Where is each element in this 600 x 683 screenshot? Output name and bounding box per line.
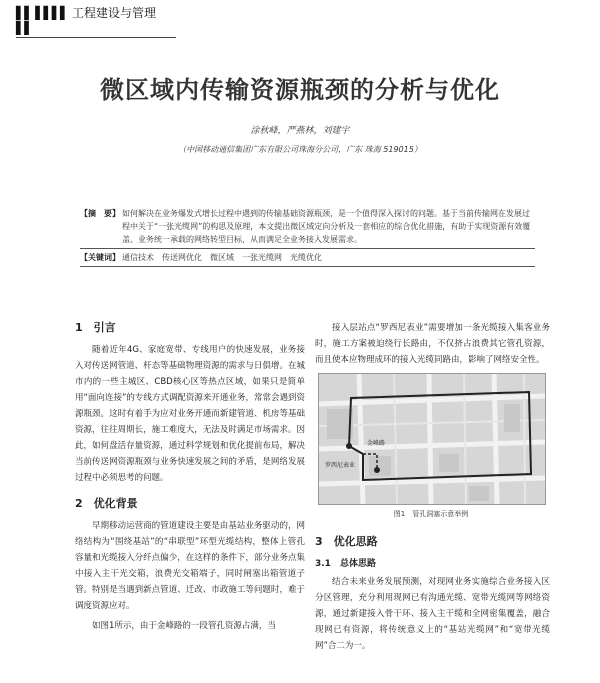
figure-1-map — [318, 373, 546, 505]
figure-1-caption: 图1 管孔洞塞示意举例 — [393, 510, 469, 518]
authors: 涂秋峰，严燕林，刘建宇 — [250, 126, 350, 136]
section-1-paragraph: 随着近年4G、家庭宽带、专线用户的快速发展，业务接入对传送网管道、杆态等基础物理资源的需求与日俱增。在城市内的一些主城区、CBD核心区等热点区域，如果只是简单用“面向连接”的专线方式调配资源来开通业务，常常会遇到资源瓶颈。这时有着手为应对业务开通而新建管道、机房等基础资源，往往周期长，施工难度大，无法及时满足市场需求。因此，如何盘活存量资源，通过科学规划和优化提前布局，解决当前传送网资源瓶颈与业务快速发展之间的矛盾，是网络发展过程中必须思考的问题。 — [75, 345, 305, 483]
right-column-bottom — [315, 534, 550, 658]
affiliation: （中国移动通信集团广东有限公司珠海分公司，广东 珠海 519015） — [178, 145, 422, 154]
running-head — [16, 4, 176, 38]
abstract-text: 如何解决在业务爆发式增长过程中遇到的传输基础资源瓶颈，是一个值得深入探讨的问题。基于当前传输网在发展过程中关于“一张光缆网”的构思及原理，本文提出微区域定向分析及一套相应的综合优化措施，有助于实现资源有效覆盖、业务统一承载的网络转型目标，从而满足全业务接入发展需求。 — [122, 209, 531, 244]
section-3-1-heading: 3.1 总体思路 — [315, 559, 376, 569]
right-paragraph-1: 接入层站点“罗西尼表业”需要增加一条光缆接入集客业务时，施工方案被迫绕行长路由，不仅挤占浪费其它管孔资源，而且使本应物理成环的接入光缆同路由，影响了网络安全性。 — [315, 323, 550, 365]
article-title: 微区域内传输资源瓶颈的分析与优化 — [100, 76, 500, 104]
section-2-paragraph-2: 如图1所示，由于金峰路的一段管孔资源占满，当 — [92, 621, 276, 631]
map-graphic — [319, 374, 545, 504]
running-head-bars: ▌▌ ▌▌▌▌ — [16, 6, 69, 20]
keywords-tag: 【关键词】 — [80, 253, 120, 262]
running-head-label: 工程建设与管理 — [72, 6, 157, 20]
abstract-row — [80, 207, 535, 246]
running-head-bars-end: ▌▌ — [16, 21, 33, 35]
section-3-heading: 3 优化思路 — [315, 535, 378, 548]
keywords-row — [80, 248, 535, 267]
section-2-paragraph-1: 早期移动运营商的管道建设主要是由基站业务驱动的，网络结构为“围绕基站”的“串联型”环型光缆结构，整体上管孔容量和光缆接入分纤点偏少，在这样的条件下，部分业务点集中接入主干光交箱，浪费光交箱端子，同时闸塞出箱管道子管。特别是当遇到新点管道、迁改、市政施工等问题时，难于调度资源应对。 — [75, 521, 305, 611]
left-column — [75, 320, 305, 638]
map-label-road: 金峰路 — [367, 440, 386, 447]
abstract-tag: 【摘 要】 — [80, 209, 120, 218]
right-column-top — [315, 320, 550, 372]
map-label-site: 罗西尼表业 — [325, 462, 356, 469]
section-2-heading: 2 优化背景 — [75, 497, 138, 510]
section-1-heading: 1 引言 — [75, 321, 116, 334]
keywords-text: 通信技术 传送网优化 微区域 一张光缆网 光缆优化 — [122, 253, 322, 262]
section-3-paragraph: 结合未来业务发展预测，对现网业务实施综合业务接入区分区管理，充分利用现网已有沟通光缆、宽带光缆网等网络资源，通过新建接入骨干环、接入主干缆和全网密集覆盖，融合现网已有资源，将传统意义上的“基站光缆网”和“宽带光缆网”合二为一。 — [315, 577, 550, 651]
abstract-block — [80, 207, 535, 267]
